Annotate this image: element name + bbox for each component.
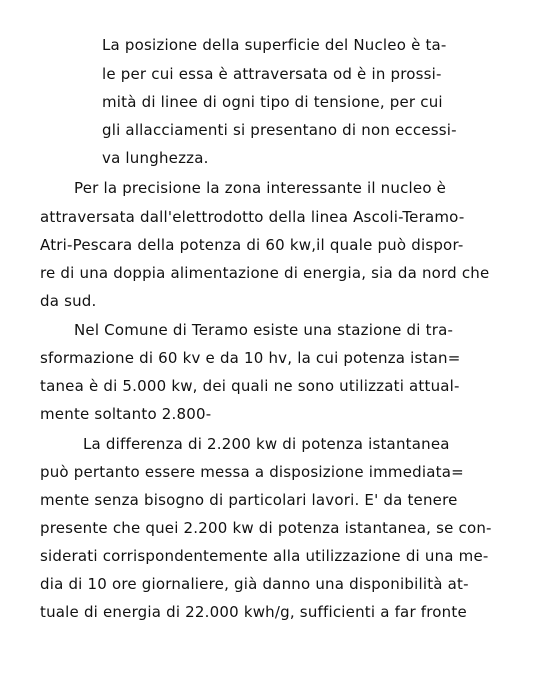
text-line: va lunghezza. [102,149,209,167]
text-line: Atri-Pescara della potenza di 60 kw,il quale può dispor- [40,236,464,254]
text-line: attraversata dall'elettrodotto della linea Ascoli-Teramo- [40,208,465,226]
text-line: mente soltanto 2.800- [40,405,212,423]
text-line: siderati corrispondentemente alla utilizzazione di una me- [40,547,489,565]
text-line: tanea è di 5.000 kw, dei quali ne sono utilizzati attual- [40,377,460,395]
text-line: re di una doppia alimentazione di energia, sia da nord che [40,264,490,282]
text-line: da sud. [40,292,97,310]
text-line: le per cui essa è attraversata od è in prossi- [102,65,442,83]
text-line: mente senza bisogno di particolari lavori. E' da tenere [40,491,458,509]
text-line: sformazione di 60 kv e da 10 hv, la cui potenza istan= [40,349,461,367]
text-line: può pertanto essere messa a disposizione immediata= [40,463,464,481]
text-line: La differenza di 2.200 kw di potenza istantanea [83,435,450,453]
text-line: presente che quei 2.200 kw di potenza istantanea, se con- [40,519,492,537]
text-line: Per la precisione la zona interessante il nucleo è [74,179,447,197]
text-line: gli allacciamenti si presentano di non eccessi- [102,121,457,139]
text-line: La posizione della superficie del Nucleo è ta- [102,36,447,54]
text-line: Nel Comune di Teramo esiste una stazione di tra- [74,321,454,339]
text-line: dia di 10 ore giornaliere, già danno una disponibilità at- [40,575,469,593]
text-line: tuale di energia di 22.000 kwh/g, sufficienti a far fronte [40,603,467,621]
text-line: mità di linee di ogni tipo di tensione, per cui [102,93,443,111]
